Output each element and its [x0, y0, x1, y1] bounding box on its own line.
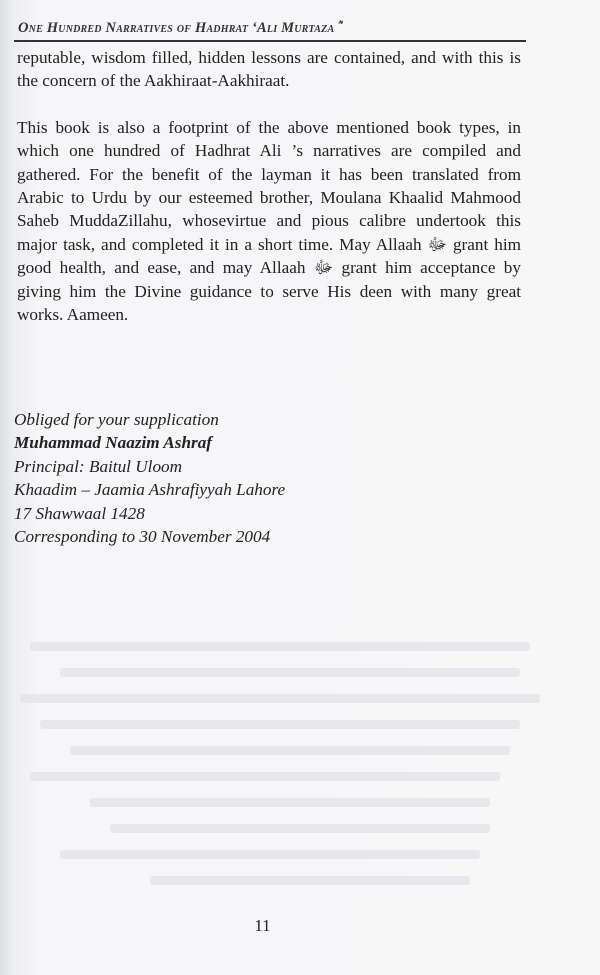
signoff-block — [14, 408, 514, 548]
header-divider — [14, 40, 526, 42]
signoff-date: 17 Shawwaal 1428 — [14, 503, 145, 523]
page-number: 11 — [254, 916, 271, 935]
signoff-author-name: Muhammad Naazim Ashraf — [14, 433, 213, 453]
paragraph: reputable, wisdom filled, hidden lessons are contained, and with this is the concern of the Aakhiraat-Aakhiraat. — [17, 48, 521, 91]
signoff-line: Khaadim – Jaamia Ashrafiyyah Lahore — [14, 480, 286, 500]
paragraph: This book is also a footprint of the above mentioned book types, in which one hundred of Hadhrat Ali ’s narratives are compiled and gathered. For the benefit of the layman it has been translated from Arabic to Urdu by our esteemed brother, Moulana Khaalid Mahmood Saheb MuddaZillahu, whosevirtue and pious calibre undertook this major task, and completed it in a short time. May Allaah ﷻ grant him good health, and ease, and may Allaah ﷻ grant him acceptance by giving him the Divine guidance to serve His deen with many great works. Aameen. — [17, 117, 521, 325]
signoff-line: Principal: Baitul Uloom — [14, 456, 183, 476]
body-text — [17, 46, 521, 326]
show-through-texture — [0, 630, 600, 930]
running-header-title: One Hundred Narratives of Hadhrat ‘Ali Murtaza — [18, 20, 335, 36]
signoff-date: Corresponding to 30 November 2004 — [14, 527, 271, 547]
running-header — [18, 20, 523, 37]
signoff-line: Obliged for your supplication — [14, 410, 219, 429]
